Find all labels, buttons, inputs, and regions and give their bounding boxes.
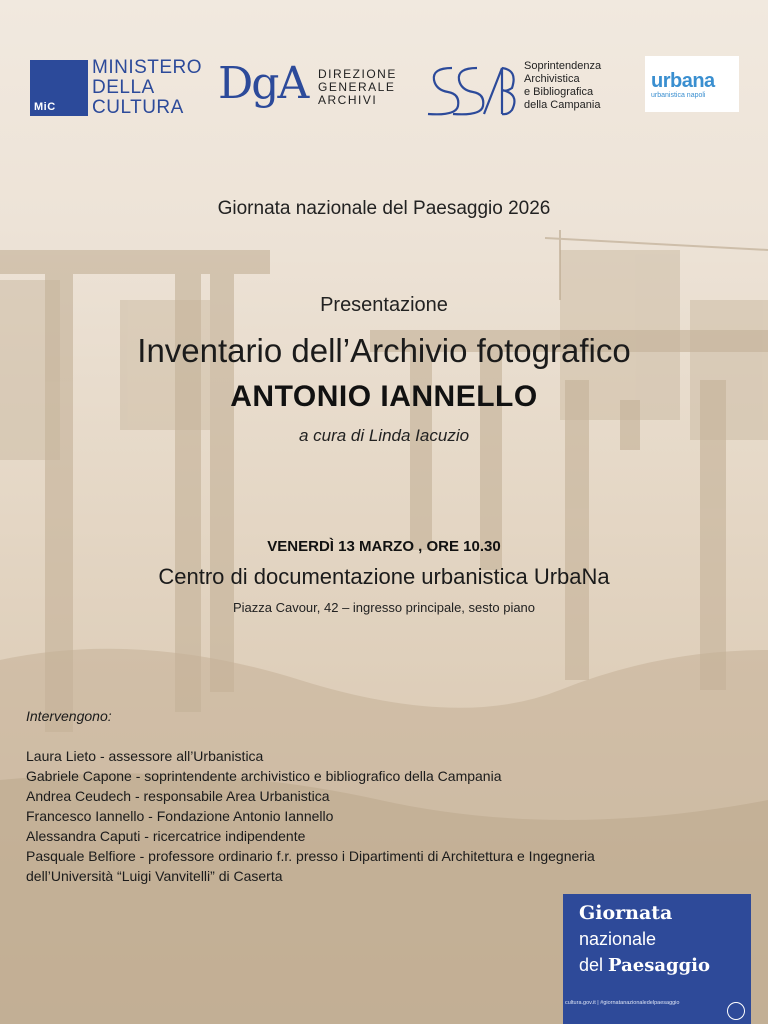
badge-footer-text: cultura.gov.it | #giornatanazionaledelpaesaggio bbox=[565, 1000, 680, 1006]
speakers-section bbox=[26, 706, 746, 886]
mic-badge-text: MiC bbox=[34, 101, 56, 113]
event-date: VENERDÌ 13 MARZO , ORE 10.30 bbox=[267, 538, 501, 555]
badge-line-3 bbox=[579, 955, 710, 976]
badge-line-1: Giornata bbox=[579, 902, 673, 924]
dga-line-2: GENERALE bbox=[318, 80, 396, 94]
sab-wordmark bbox=[524, 60, 601, 112]
event-address: Piazza Cavour, 42 – ingresso principale, sesto piano bbox=[232, 600, 536, 615]
badge-line-3b: Paesaggio bbox=[608, 955, 711, 976]
sab-emblem bbox=[422, 60, 518, 120]
badge-line-2: nazionale bbox=[579, 929, 657, 949]
urbana-wordmark: urbana bbox=[651, 70, 715, 92]
dga-mark: DgA bbox=[218, 58, 308, 109]
mic-emblem bbox=[30, 60, 88, 116]
speaker-item: Andrea Ceudech - responsabile Area Urbanistica bbox=[26, 788, 330, 804]
speaker-item: Gabriele Capone - soprintendente archivistico e bibliografico della Campania bbox=[26, 768, 502, 784]
urbana-logo bbox=[645, 56, 739, 112]
dga-line-1: DIREZIONE bbox=[318, 67, 397, 81]
speakers-heading: Intervengono: bbox=[26, 708, 112, 724]
mic-wordmark bbox=[92, 58, 202, 118]
urbana-subtitle: urbanistica napoli bbox=[651, 92, 706, 99]
event-day-heading: Giornata nazionale del Paesaggio 2026 bbox=[217, 198, 551, 219]
speaker-item: dell’Università “Luigi Vanvitelli” di Caserta bbox=[26, 868, 283, 884]
giornata-badge bbox=[563, 894, 751, 1024]
speaker-item: Alessandra Caputi - ricercatrice indipendente bbox=[26, 828, 306, 844]
speaker-item: Laura Lieto - assessore all’Urbanistica bbox=[26, 748, 264, 764]
sab-line-2: Archivistica bbox=[524, 73, 580, 85]
archive-name: ANTONIO IANNELLO bbox=[230, 380, 538, 413]
presentation-label: Presentazione bbox=[320, 294, 448, 316]
mic-small-icon bbox=[727, 1002, 745, 1020]
sab-line-4: della Campania bbox=[524, 99, 601, 111]
sab-line-3: e Bibliografica bbox=[524, 86, 594, 98]
speaker-item: Pasquale Belfiore - professore ordinario f.r. presso i Dipartimenti di Architettura e Ingegneria bbox=[26, 848, 595, 864]
mic-line-2: DELLA bbox=[92, 77, 155, 98]
mic-line-3: CULTURA bbox=[92, 97, 184, 118]
event-venue: Centro di documentazione urbanistica UrbaNa bbox=[158, 564, 610, 589]
event-title: Inventario dell’Archivio fotografico bbox=[137, 332, 631, 369]
mic-line-1: MINISTERO bbox=[92, 57, 203, 78]
speaker-item: Francesco Iannello - Fondazione Antonio Iannello bbox=[26, 808, 334, 824]
mic-logo bbox=[30, 56, 205, 116]
sab-logo bbox=[422, 60, 632, 120]
dga-wordmark bbox=[318, 68, 397, 107]
logo-row bbox=[0, 52, 768, 122]
badge-line-3a: del bbox=[579, 955, 604, 975]
dga-line-3: ARCHIVI bbox=[318, 93, 378, 107]
sab-line-1: Soprintendenza bbox=[524, 60, 602, 72]
curator-credit: a cura di Linda Iacuzio bbox=[298, 426, 470, 445]
dga-logo bbox=[218, 58, 408, 116]
